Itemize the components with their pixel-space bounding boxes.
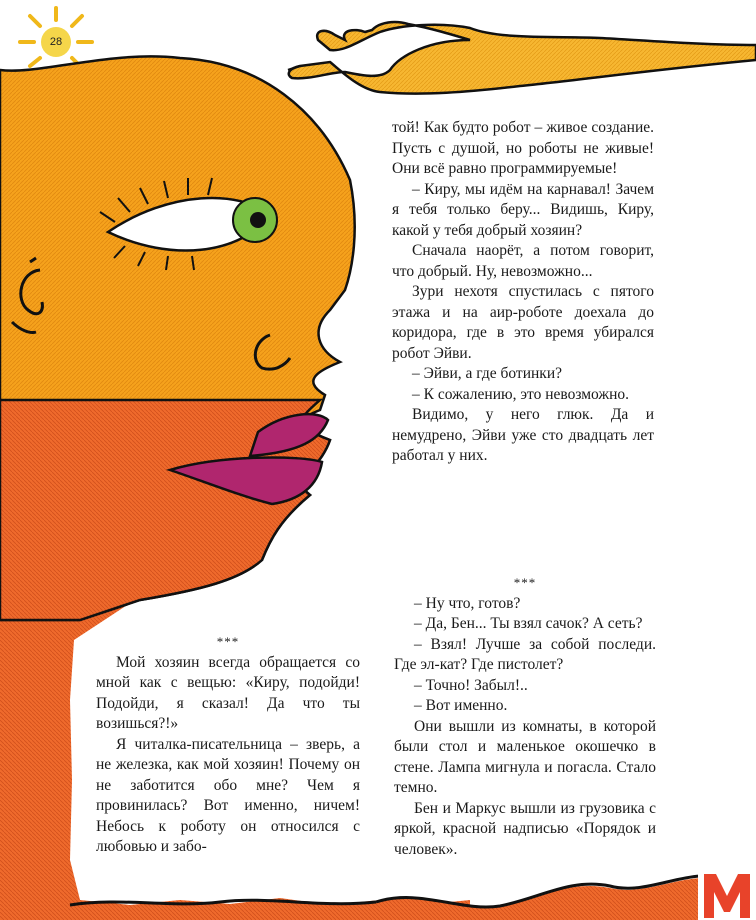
paragraph: – Точно! Забыл!.. — [414, 676, 528, 694]
publisher-logo — [698, 864, 756, 920]
paragraph: – К сожалению, это невозможно. — [412, 385, 630, 403]
page-number: 28 — [49, 36, 63, 48]
paragraph: – Взял! Лучше за собой последи. Где эл-кат? Где пистолет? — [394, 635, 656, 673]
paragraph: Видимо, у него глюк. Да и немудрено, Эйви уже сто двадцать лет работал у них. — [392, 406, 654, 464]
paragraph: – Да, Бен... Ты взял сачок? А сеть? — [414, 615, 643, 632]
paragraph: Я читалка-писательница – зверь, а не железка, как мой хозяин! Почему он не заботится обо мне? Чем я провинилась? Вот именно, ничем! Небось к роботу он относился с любовью и забо- — [96, 735, 360, 855]
paragraph: той! Как будто робот – живое создание. Пусть с душой, но роботы не живые! Они всё равно программируемые! — [392, 119, 654, 177]
paragraph: – Эйви, а где ботинки? — [412, 365, 562, 382]
right-column-bottom — [394, 573, 656, 860]
paragraph: Зури нехотя спустилась с пятого этажа и на аир-роботе доехала до коридора, где в это время убирался робот Эйви. — [392, 283, 654, 362]
paragraph: Сначала наорёт, а потом говорит, что добрый. Ну, невозможно... — [392, 242, 654, 280]
section-separator: *** — [216, 634, 240, 649]
left-column — [96, 632, 360, 858]
paragraph: Бен и Маркус вышли из грузовика с яркой, красной надписью «Порядок и человек». — [394, 799, 656, 858]
right-column-top — [392, 118, 654, 467]
paragraph: – Ну что, готов? — [414, 594, 521, 612]
paragraph: – Киру, мы идём на карнавал! Зачем я тебя только беру... Видишь, Киру, какой у тебя добрый хозяин? — [392, 180, 654, 239]
arm-shape — [289, 22, 756, 94]
paragraph: Мой хозяин всегда обращается со мной как с вещью: «Киру, подойди! Подойди, я сказал! Да что ты возишься?!» — [96, 653, 360, 732]
section-separator: *** — [513, 575, 537, 590]
paragraph: Они вышли из комнаты, в которой были стол и маленькое окошечко в стене. Лампа мигнула и погасла. Стало темно. — [394, 717, 656, 796]
paragraph: – Вот именно. — [414, 697, 508, 714]
